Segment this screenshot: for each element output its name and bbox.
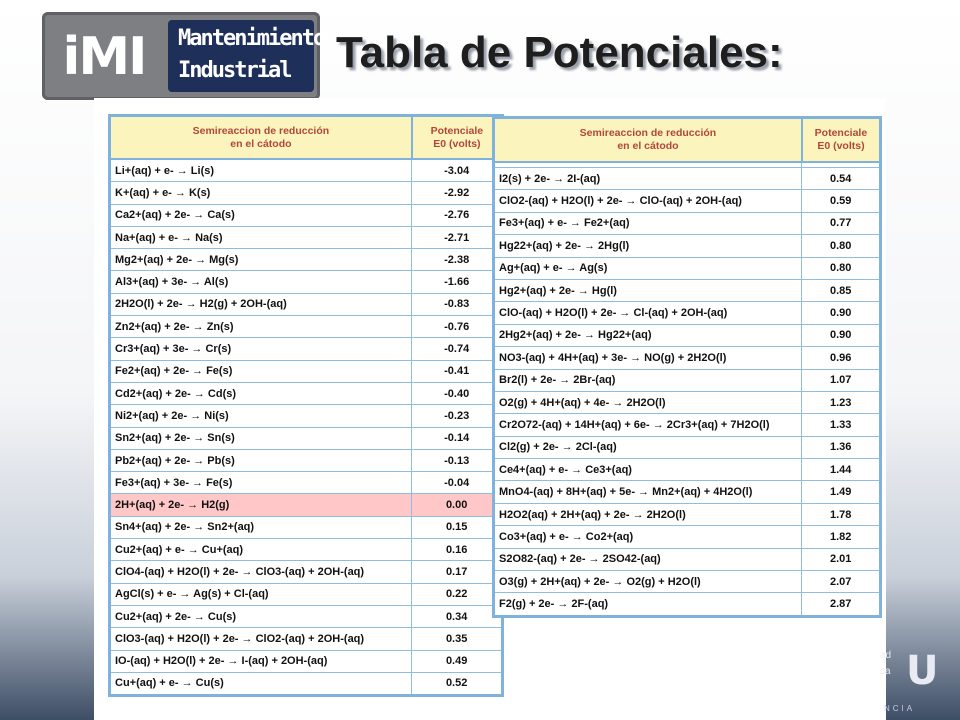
half-reaction-cell: Cu2+(aq) + 2e- → Cu(s) — [110, 605, 412, 627]
table-row — [110, 672, 503, 695]
potential-value-cell: -2.71 — [412, 226, 503, 248]
table-row — [110, 516, 503, 538]
potential-value-cell: 1.44 — [802, 459, 881, 481]
table-row — [494, 324, 881, 346]
half-reaction-cell: Sn4+(aq) + 2e- → Sn2+(aq) — [110, 516, 412, 538]
potential-value-cell: 0.85 — [802, 279, 881, 301]
reaction-column-header: Semireaccion de reducción en el cátodo — [110, 116, 412, 160]
imi-logo — [42, 12, 325, 100]
potential-value-cell: 2.07 — [802, 571, 881, 593]
potential-value-cell: -0.83 — [412, 293, 503, 315]
table-row — [494, 190, 881, 212]
table-row — [110, 449, 503, 471]
table-row — [110, 293, 503, 315]
potential-value-cell: 1.07 — [802, 369, 881, 391]
potential-value-cell: 0.90 — [802, 302, 881, 324]
potential-value-cell: -0.23 — [412, 405, 503, 427]
table-row — [494, 391, 881, 413]
corner-text-3: NCIA — [884, 704, 916, 713]
half-reaction-cell: Co3+(aq) + e- → Co2+(aq) — [494, 526, 802, 548]
potential-value-cell: -0.40 — [412, 382, 503, 404]
potential-value-cell: 0.00 — [412, 494, 503, 516]
potential-value-cell: 0.52 — [412, 672, 503, 695]
half-reaction-cell: Fe3+(aq) + 3e- → Fe(s) — [110, 472, 412, 494]
potentials-table-right — [492, 116, 882, 618]
potential-value-cell: -3.04 — [412, 159, 503, 182]
table-row — [110, 650, 503, 672]
logo-line2: Industrial — [178, 58, 291, 83]
half-reaction-cell: AgCl(s) + e- → Ag(s) + Cl-(aq) — [110, 583, 412, 605]
potential-value-cell: 1.82 — [802, 526, 881, 548]
half-reaction-cell: 2H2O(l) + 2e- → H2(g) + 2OH-(aq) — [110, 293, 412, 315]
potential-value-cell: -0.74 — [412, 338, 503, 360]
table-row — [494, 459, 881, 481]
table-row — [110, 583, 503, 605]
table-row — [110, 338, 503, 360]
potential-column-header: Potenciale E0 (volts) — [802, 118, 881, 163]
scanned-table-image — [94, 98, 886, 720]
table-row — [494, 279, 881, 301]
table-row — [110, 427, 503, 449]
potential-value-cell: -2.38 — [412, 249, 503, 271]
half-reaction-cell: Cu2+(aq) + e- → Cu+(aq) — [110, 539, 412, 561]
table-row — [110, 405, 503, 427]
half-reaction-cell: Sn2+(aq) + 2e- → Sn(s) — [110, 427, 412, 449]
half-reaction-cell: IO-(aq) + H2O(l) + 2e- → I-(aq) + 2OH-(aq) — [110, 650, 412, 672]
half-reaction-cell: S2O82-(aq) + 2e- → 2SO42-(aq) — [494, 548, 802, 570]
half-reaction-cell: K+(aq) + e- → K(s) — [110, 182, 412, 204]
table-row — [494, 571, 881, 593]
table-row — [110, 316, 503, 338]
table-row — [110, 494, 503, 516]
potential-value-cell: 0.54 — [802, 168, 881, 190]
half-reaction-cell: Ag+(aq) + e- → Ag(s) — [494, 257, 802, 279]
potential-value-cell: 0.35 — [412, 628, 503, 650]
table-row — [494, 503, 881, 525]
table-row — [110, 204, 503, 226]
potential-value-cell: 2.01 — [802, 548, 881, 570]
potential-value-cell: -0.04 — [412, 472, 503, 494]
potential-value-cell: -0.13 — [412, 449, 503, 471]
potential-value-cell: 1.23 — [802, 391, 881, 413]
half-reaction-cell: Mg2+(aq) + 2e- → Mg(s) — [110, 249, 412, 271]
corner-text-1: ad — [880, 650, 892, 661]
potential-value-cell: 0.22 — [412, 583, 503, 605]
half-reaction-cell: Cu+(aq) + e- → Cu(s) — [110, 672, 412, 695]
potential-value-cell: -0.76 — [412, 316, 503, 338]
half-reaction-cell: Ca2+(aq) + 2e- → Ca(s) — [110, 204, 412, 226]
potential-value-cell: 0.59 — [802, 190, 881, 212]
half-reaction-cell: Li+(aq) + e- → Li(s) — [110, 159, 412, 182]
potential-value-cell: 1.49 — [802, 481, 881, 503]
table-row — [494, 369, 881, 391]
potential-value-cell: -2.92 — [412, 182, 503, 204]
potential-value-cell: 0.34 — [412, 605, 503, 627]
table-row — [494, 481, 881, 503]
potential-value-cell: 0.96 — [802, 347, 881, 369]
potential-value-cell: 0.80 — [802, 257, 881, 279]
potential-value-cell: 0.90 — [802, 324, 881, 346]
half-reaction-cell: Fe3+(aq) + e- → Fe2+(aq) — [494, 212, 802, 234]
potential-value-cell: 0.16 — [412, 539, 503, 561]
half-reaction-cell: NO3-(aq) + 4H+(aq) + 3e- → NO(g) + 2H2O(l) — [494, 347, 802, 369]
table-row — [110, 561, 503, 583]
table-row — [110, 382, 503, 404]
logo-panel — [168, 20, 325, 92]
table-row — [110, 159, 503, 182]
table-row — [494, 526, 881, 548]
university-mark: U — [906, 648, 939, 694]
half-reaction-cell: Hg2+(aq) + 2e- → Hg(l) — [494, 279, 802, 301]
table-row — [110, 628, 503, 650]
table-row — [494, 593, 881, 616]
half-reaction-cell: Ce4+(aq) + e- → Ce3+(aq) — [494, 459, 802, 481]
table-row — [494, 168, 881, 190]
half-reaction-cell: O3(g) + 2H+(aq) + 2e- → O2(g) + H2O(l) — [494, 571, 802, 593]
table-row — [494, 414, 881, 436]
half-reaction-cell: ClO-(aq) + H2O(l) + 2e- → Cl-(aq) + 2OH-(aq) — [494, 302, 802, 324]
table-row — [110, 472, 503, 494]
potential-value-cell: 2.87 — [802, 593, 881, 616]
potential-value-cell: 0.15 — [412, 516, 503, 538]
half-reaction-cell: MnO4-(aq) + 8H+(aq) + 5e- → Mn2+(aq) + 4H2O(l) — [494, 481, 802, 503]
half-reaction-cell: I2(s) + 2e- → 2I-(aq) — [494, 168, 802, 190]
corner-text-2: ca — [880, 666, 891, 677]
table-row — [110, 249, 503, 271]
table-row — [494, 436, 881, 458]
table-row — [110, 182, 503, 204]
table-row — [494, 257, 881, 279]
potentials-table-left — [108, 114, 504, 697]
potential-value-cell: -0.41 — [412, 360, 503, 382]
table-row — [110, 360, 503, 382]
table-row — [110, 271, 503, 293]
table-row — [494, 235, 881, 257]
half-reaction-cell: Cr2O72-(aq) + 14H+(aq) + 6e- → 2Cr3+(aq) + 7H2O(l) — [494, 414, 802, 436]
potential-value-cell: 1.36 — [802, 436, 881, 458]
university-logo — [880, 640, 960, 720]
potential-value-cell: 1.33 — [802, 414, 881, 436]
half-reaction-cell: Pb2+(aq) + 2e- → Pb(s) — [110, 449, 412, 471]
half-reaction-cell: O2(g) + 4H+(aq) + 4e- → 2H2O(l) — [494, 391, 802, 413]
potential-value-cell: -0.14 — [412, 427, 503, 449]
table-row — [494, 302, 881, 324]
potential-column-header: Potenciale E0 (volts) — [412, 116, 503, 160]
table-row — [494, 347, 881, 369]
half-reaction-cell: Br2(l) + 2e- → 2Br-(aq) — [494, 369, 802, 391]
table-row — [110, 539, 503, 561]
half-reaction-cell: Fe2+(aq) + 2e- → Fe(s) — [110, 360, 412, 382]
half-reaction-cell: 2Hg2+(aq) + 2e- → Hg22+(aq) — [494, 324, 802, 346]
half-reaction-cell: ClO4-(aq) + H2O(l) + 2e- → ClO3-(aq) + 2OH-(aq) — [110, 561, 412, 583]
half-reaction-cell: Ni2+(aq) + 2e- → Ni(s) — [110, 405, 412, 427]
potential-value-cell: 0.77 — [802, 212, 881, 234]
half-reaction-cell: H2O2(aq) + 2H+(aq) + 2e- → 2H2O(l) — [494, 503, 802, 525]
half-reaction-cell: Cd2+(aq) + 2e- → Cd(s) — [110, 382, 412, 404]
potential-value-cell: -1.66 — [412, 271, 503, 293]
half-reaction-cell: ClO3-(aq) + H2O(l) + 2e- → ClO2-(aq) + 2OH-(aq) — [110, 628, 412, 650]
half-reaction-cell: ClO2-(aq) + H2O(l) + 2e- → ClO-(aq) + 2OH-(aq) — [494, 190, 802, 212]
slide-title: Tabla de Potenciales: — [336, 28, 783, 77]
table-row — [494, 548, 881, 570]
potential-value-cell: 0.17 — [412, 561, 503, 583]
half-reaction-cell: Cr3+(aq) + 3e- → Cr(s) — [110, 338, 412, 360]
half-reaction-cell: Zn2+(aq) + 2e- → Zn(s) — [110, 316, 412, 338]
potential-value-cell: 0.49 — [412, 650, 503, 672]
half-reaction-cell: Na+(aq) + e- → Na(s) — [110, 226, 412, 248]
logo-line1: Mantenimiento — [178, 26, 325, 51]
half-reaction-cell: Al3+(aq) + 3e- → Al(s) — [110, 271, 412, 293]
reaction-column-header: Semireaccion de reducción en el cátodo — [494, 118, 802, 163]
half-reaction-cell: Cl2(g) + 2e- → 2Cl-(aq) — [494, 436, 802, 458]
half-reaction-cell: F2(g) + 2e- → 2F-(aq) — [494, 593, 802, 616]
table-row — [494, 212, 881, 234]
table-row — [110, 605, 503, 627]
potential-value-cell: 1.78 — [802, 503, 881, 525]
logo-short: iMI — [62, 27, 146, 87]
table-row — [110, 226, 503, 248]
half-reaction-cell: Hg22+(aq) + 2e- → 2Hg(l) — [494, 235, 802, 257]
half-reaction-cell: 2H+(aq) + 2e- → H2(g) — [110, 494, 412, 516]
potential-value-cell: 0.80 — [802, 235, 881, 257]
potential-value-cell: -2.76 — [412, 204, 503, 226]
